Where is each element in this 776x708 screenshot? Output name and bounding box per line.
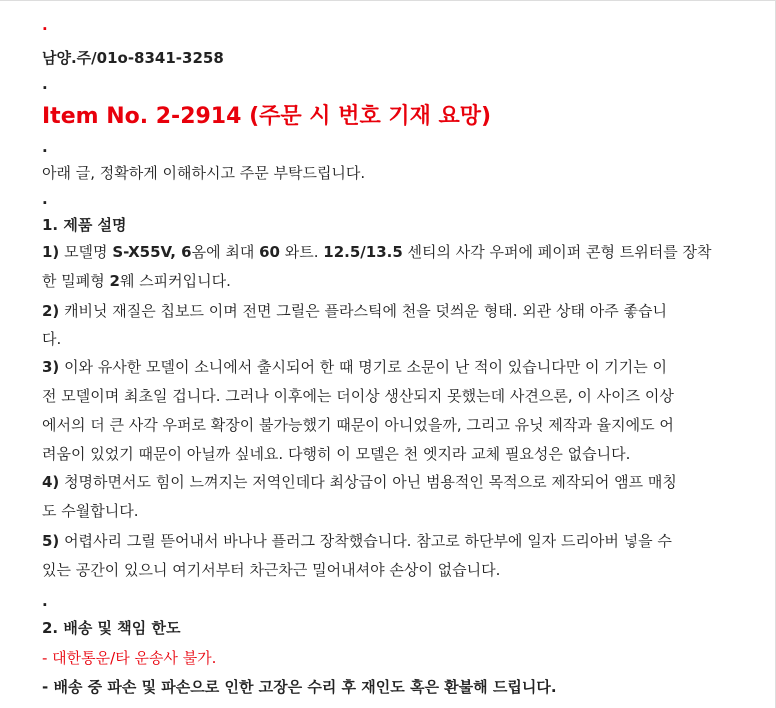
damage-policy: - 배송 중 파손 및 파손으로 인한 고장은 수리 후 재인도 혹은 환불해 드립니다. (42, 678, 557, 696)
shipping-restriction: - 대한통운/타 운송사 불가. (42, 649, 217, 667)
section-heading-product (42, 215, 127, 235)
text-span: 센티의 사각 우퍼에 페이퍼 콘형 트위터를 장착 (402, 243, 712, 261)
text-span: 청명하면서도 힘이 느껴지는 저역인데다 최상급이 아닌 범용적인 목적으로 제작되어 앰프 매칭 (59, 473, 677, 491)
product-item-3-line-1 (42, 357, 667, 377)
product-item-4-line-1 (42, 472, 677, 492)
item-number: 3) (42, 358, 60, 376)
product-item-1-line-2 (42, 271, 231, 291)
woofer-size: 12.5/13.5 (323, 243, 403, 261)
text-span: 캐비닛 재질은 칩보드 이며 전면 그릴은 플라스틱에 천을 덧씌운 형태. 외관 상태 아주 좋습니 (59, 302, 667, 320)
product-item-3-line-4: 려움이 있었기 때문이 아닐까 싶네요. 다행히 이 모델은 천 엣지라 교체 필요성은 없습니다. (42, 445, 631, 463)
text-span: 옴에 최대 (191, 243, 260, 261)
product-item-3-line-3: 에서의 더 큰 사각 우퍼로 확장이 불가능했기 때문이 아니었을까, 그리고 유닛 제작과 율지에도 어 (42, 416, 674, 434)
section-heading-text: 1. 제품 설명 (42, 216, 127, 234)
item-number-title: Item No. 2-2914 (주문 시 번호 기재 요망) (42, 104, 492, 129)
item-number: 1) (42, 243, 60, 261)
way-count: 2 (109, 272, 120, 290)
wattage: 60 (259, 243, 280, 261)
model-name: S-X55V, 6 (112, 243, 192, 261)
product-item-1-line-1 (42, 242, 711, 262)
product-item-5-line-2: 있는 공간이 있으니 여기서부터 차근차근 밀어내셔야 손상이 없습니다. (42, 561, 501, 579)
product-item-5-line-1 (42, 531, 672, 551)
product-item-3-line-2: 전 모델이며 최초일 겁니다. 그러나 이후에는 더이상 생산되지 못했는데 사견으론, 이 사이즈 이상 (42, 387, 674, 405)
separator-dot: . (42, 592, 48, 610)
separator-dot: . (42, 138, 48, 156)
section-heading-text: 2. 배송 및 책임 한도 (42, 619, 181, 637)
product-item-4-line-2: 도 수월합니다. (42, 502, 139, 520)
text-span: 한 밀폐형 (42, 272, 110, 290)
item-number: 4) (42, 473, 60, 491)
text-span: 웨 스피커입니다. (119, 272, 231, 290)
contact-line: 남양.주/01o-8341-3258 (42, 49, 224, 67)
text-span: 모델명 (59, 243, 113, 261)
separator-dot: . (42, 75, 48, 93)
item-number: 5) (42, 532, 60, 550)
product-item-2-line-2: 다. (42, 330, 62, 348)
item-number: 2) (42, 302, 60, 320)
intro-text: 아래 글, 정확하게 이해하시고 주문 부탁드립니다. (42, 164, 366, 182)
section-heading-shipping (42, 618, 180, 638)
text-span: 어렵사리 그릴 뜯어내서 바나나 플러그 장착했습니다. 참고로 하단부에 일자 드리아버 넣을 수 (59, 532, 672, 550)
text-span: 이와 유사한 모델이 소니에서 출시되어 한 때 명기로 소문이 난 적이 있습니다만 이 기기는 이 (59, 358, 667, 376)
separator-dot: . (42, 190, 48, 208)
text-span: 와트. (279, 243, 324, 261)
red-dot: . (42, 16, 48, 34)
product-item-2-line-1 (42, 301, 667, 321)
